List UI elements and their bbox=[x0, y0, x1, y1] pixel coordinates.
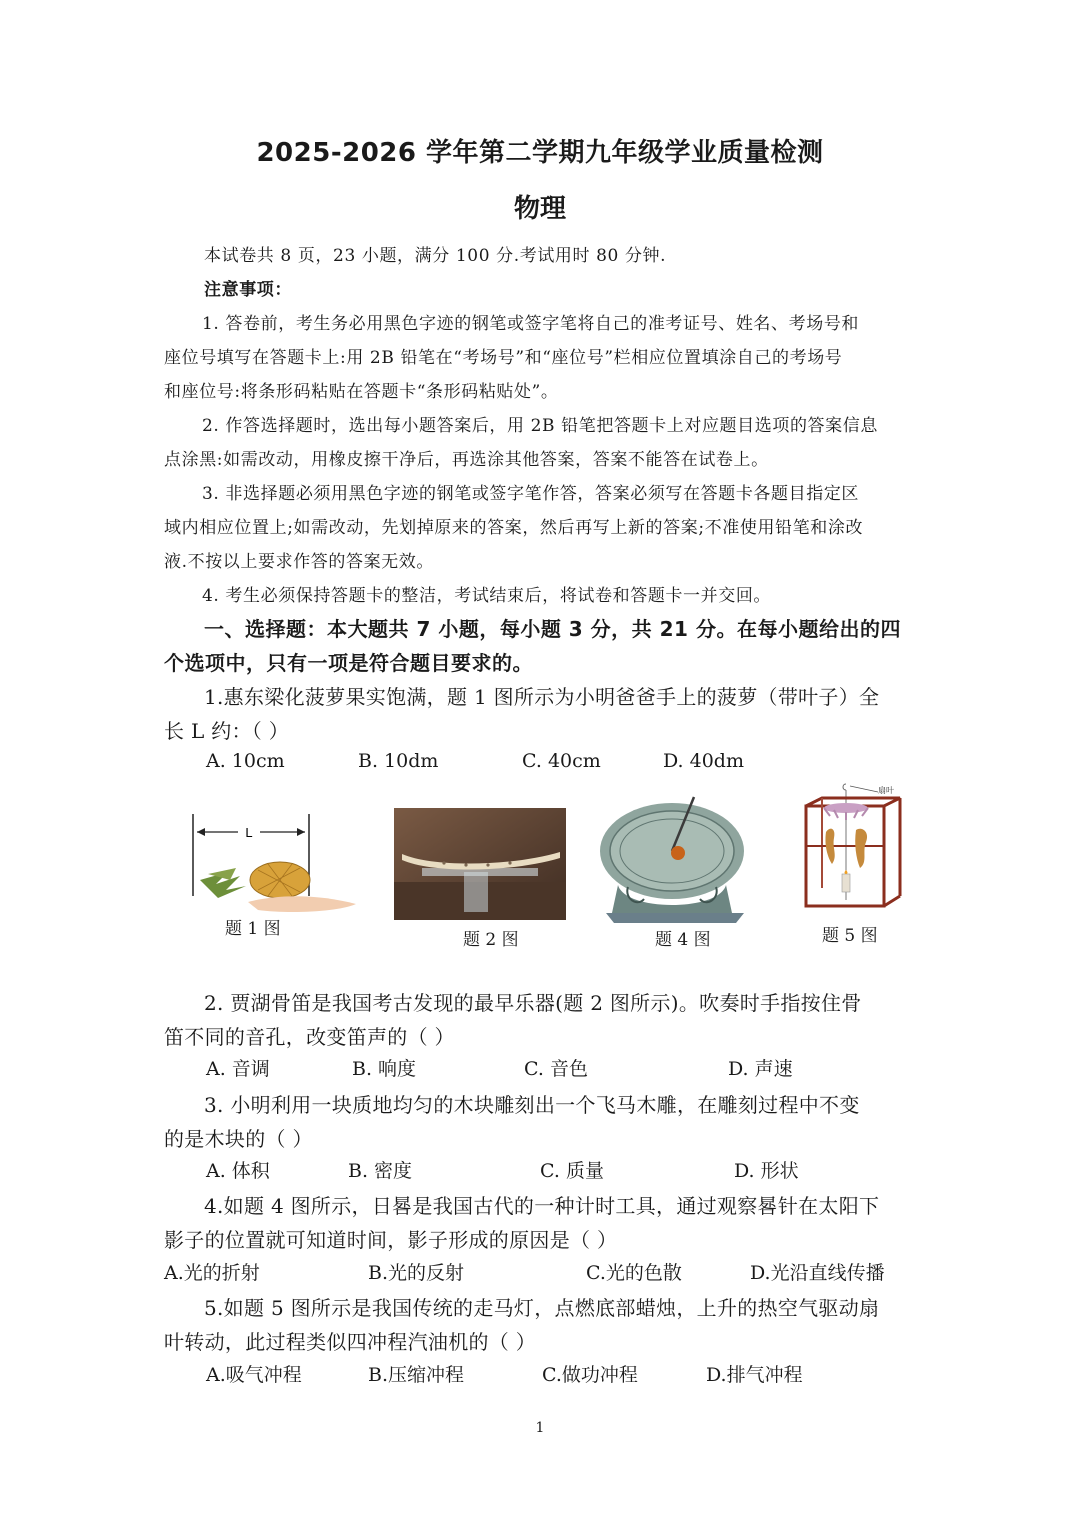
option-b: B.光的反射 bbox=[368, 1262, 465, 1284]
option-a: A. 音调 bbox=[206, 1058, 270, 1080]
notice-line: 4. 考生必须保持答题卡的整洁，考试结束后，将试卷和答题卡一并交回。 bbox=[202, 586, 772, 606]
section-heading: 一、选择题：本大题共 7 小题，每小题 3 分，共 21 分。在每小题给出的四 bbox=[204, 617, 901, 641]
option-c: C. 40cm bbox=[522, 750, 601, 772]
notice-line: 座位号填写在答题卡上:用 2B 铅笔在“考场号”和“座位号”栏相应位置填涂自己的考场号 bbox=[164, 348, 843, 368]
figure-5-caption: 题 5 图 bbox=[822, 926, 878, 946]
subject-title: 物理 bbox=[513, 194, 566, 224]
figure-2-bone-flute bbox=[394, 808, 566, 920]
figure-2-caption: 题 2 图 bbox=[463, 930, 519, 950]
figure-5-revolving-lantern bbox=[800, 782, 908, 914]
option-c: C. 质量 bbox=[540, 1160, 604, 1182]
question-text: 的是木块的（ ） bbox=[164, 1127, 313, 1151]
exam-title: 2025-2026 学年第二学期九年级学业质量检测 bbox=[256, 138, 824, 168]
option-b: B.压缩冲程 bbox=[368, 1364, 465, 1386]
figure-4-caption: 题 4 图 bbox=[655, 930, 711, 950]
section-heading: 个选项中，只有一项是符合题目要求的。 bbox=[164, 651, 533, 675]
notice-line: 域内相应位置上;如需改动，先划掉原来的答案，然后再写上新的答案;不准使用铅笔和涂改 bbox=[164, 518, 864, 538]
exam-intro: 本试卷共 8 页，23 小题，满分 100 分.考试用时 80 分钟. bbox=[204, 246, 667, 266]
notice-heading: 注意事项： bbox=[204, 280, 292, 300]
notice-line: 和座位号:将条形码粘贴在答题卡“条形码粘贴处”。 bbox=[164, 382, 559, 402]
question-text: 叶转动，此过程类似四冲程汽油机的（ ） bbox=[164, 1330, 537, 1354]
option-b: B. 10dm bbox=[358, 750, 439, 772]
option-d: D. 声速 bbox=[728, 1058, 793, 1080]
option-d: D.光沿直线传播 bbox=[750, 1262, 885, 1284]
option-a: A.光的折射 bbox=[164, 1262, 260, 1284]
notice-line: 2. 作答选择题时，选出每小题答案后，用 2B 铅笔把答题卡上对应题目选项的答案信息 bbox=[202, 416, 878, 436]
figure-1-pineapple bbox=[188, 810, 360, 915]
figure-1-length-label: L bbox=[245, 825, 253, 840]
option-c: C. 音色 bbox=[524, 1058, 588, 1080]
notice-line: 3. 非选择题必须用黑色字迹的钢笔或签字笔作答，答案必须写在答题卡各题目指定区 bbox=[202, 484, 860, 504]
question-text: 4.如题 4 图所示，日晷是我国古代的一种计时工具，通过观察晷针在太阳下 bbox=[204, 1194, 880, 1218]
option-a: A. 10cm bbox=[206, 750, 285, 772]
option-d: D.排气冲程 bbox=[706, 1364, 803, 1386]
option-a: A.吸气冲程 bbox=[206, 1364, 302, 1386]
notice-line: 1. 答卷前，考生务必用黑色字迹的钢笔或签字笔将自己的准考证号、姓名、考场号和 bbox=[202, 314, 860, 334]
page-number: 1 bbox=[535, 1420, 545, 1436]
question-text: 长 L 约：（ ） bbox=[164, 719, 290, 743]
notice-line: 点涂黑:如需改动，用橡皮擦干净后，再选涂其他答案，答案不能答在试卷上。 bbox=[164, 450, 769, 470]
notice-line: 液.不按以上要求作答的答案无效。 bbox=[164, 552, 435, 572]
question-text: 3. 小明利用一块质地均匀的木块雕刻出一个飞马木雕，在雕刻过程中不变 bbox=[204, 1093, 860, 1117]
figure-4-sundial bbox=[598, 795, 752, 923]
option-c: C.做功冲程 bbox=[542, 1364, 638, 1386]
option-a: A. 体积 bbox=[206, 1160, 270, 1182]
question-text: 5.如题 5 图所示是我国传统的走马灯，点燃底部蜡烛，上升的热空气驱动扇 bbox=[204, 1296, 880, 1320]
option-c: C.光的色散 bbox=[586, 1262, 682, 1284]
figure-5-fan-label: 扇叶 bbox=[878, 786, 894, 795]
option-d: D. 40dm bbox=[663, 750, 744, 772]
option-d: D. 形状 bbox=[734, 1160, 799, 1182]
figure-1-caption: 题 1 图 bbox=[225, 919, 281, 939]
question-text: 1.惠东梁化菠萝果实饱满，题 1 图所示为小明爸爸手上的菠萝（带叶子）全 bbox=[204, 685, 880, 709]
question-text: 影子的位置就可知道时间，影子形成的原因是（ ） bbox=[164, 1228, 618, 1252]
question-text: 2. 贾湖骨笛是我国考古发现的最早乐器(题 2 图所示)。吹奏时手指按住骨 bbox=[204, 991, 862, 1015]
question-text: 笛不同的音孔，改变笛声的（ ） bbox=[164, 1025, 455, 1049]
option-b: B. 响度 bbox=[352, 1058, 417, 1080]
option-b: B. 密度 bbox=[348, 1160, 413, 1182]
